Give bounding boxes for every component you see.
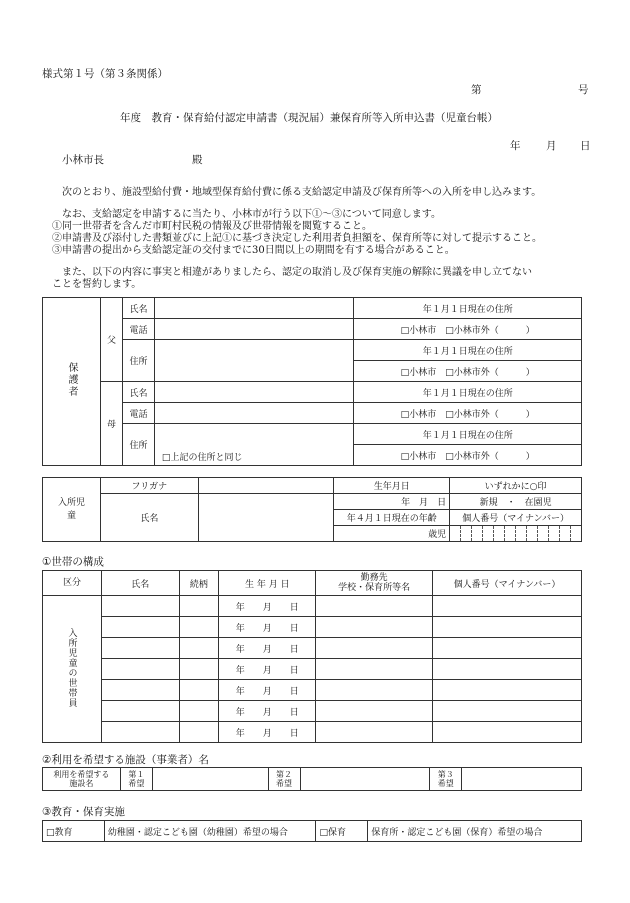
father-phone-label: 電話 <box>122 319 154 340</box>
consent-item-2: ②申請書及び添付した書類並びに上記①に基づき決定した利用者負担額を、保育所等に対して提示すること。 <box>52 233 542 244</box>
child-birth-field[interactable]: 年 月 日 <box>334 494 450 510</box>
member-birth-6[interactable]: 年 月 日 <box>219 701 316 722</box>
child-name-label: 氏名 <box>100 494 198 542</box>
member-work-5[interactable] <box>316 680 432 701</box>
member-relation-2[interactable] <box>179 617 219 638</box>
age-label: 年４月１日現在の年齢 <box>334 510 450 526</box>
choice-2-field[interactable] <box>300 768 430 791</box>
furigana-label: フリガナ <box>100 478 198 494</box>
mother-jan1-address-2: 年１月１日現在の住所 <box>354 424 582 445</box>
father-label: 父 <box>100 298 122 382</box>
guardian-label: 保護者 <box>43 298 101 466</box>
member-number-3[interactable] <box>432 638 581 659</box>
mother-jan1-address: 年１月１日現在の住所 <box>354 382 582 403</box>
member-number-1[interactable] <box>432 596 581 617</box>
member-number-7[interactable] <box>432 722 581 743</box>
choice-1-label: 第１ 希望 <box>120 768 152 791</box>
care-desc: 保育所・認定こども園（保育）希望の場合 <box>368 821 582 842</box>
guardian-table <box>42 297 582 466</box>
father-phone-field[interactable] <box>154 319 354 340</box>
member-birth-2[interactable]: 年 月 日 <box>219 617 316 638</box>
choice-3-field[interactable] <box>462 768 582 791</box>
mother-phone-field[interactable] <box>154 403 354 424</box>
my-number-field[interactable] <box>450 526 582 542</box>
education-desc: 幼稚園・認定こども園（幼稚園）希望の場合 <box>104 821 316 842</box>
number-suffix: 号 <box>578 84 589 96</box>
member-relation-4[interactable] <box>179 659 219 680</box>
choice-1-field[interactable] <box>152 768 268 791</box>
father-address-field[interactable] <box>154 340 354 382</box>
mother-name-label: 氏名 <box>122 382 154 403</box>
circle-one-label: いずれかに○印 <box>450 478 582 494</box>
member-number-6[interactable] <box>432 701 581 722</box>
facility-table <box>42 767 582 791</box>
member-relation-5[interactable] <box>179 680 219 701</box>
member-work-1[interactable] <box>316 596 432 617</box>
choice-2-label: 第２ 希望 <box>268 768 300 791</box>
age-field[interactable]: 歳児 <box>334 526 450 542</box>
date-day: 日 <box>580 140 591 152</box>
relation-header: 続柄 <box>179 571 219 596</box>
my-number-label: 個人番号（マイナンバー） <box>450 510 582 526</box>
my-number-header: 個人番号（マイナンバー） <box>432 571 581 596</box>
member-work-3[interactable] <box>316 638 432 659</box>
child-name-field[interactable] <box>198 494 334 542</box>
consent-item-3: ③申請書の提出から支給認定証の交付までに30日間以上の期間を有する場合があること。 <box>52 245 455 256</box>
member-work-7[interactable] <box>316 722 432 743</box>
furigana-field[interactable] <box>198 478 334 494</box>
member-name-2[interactable] <box>102 617 180 638</box>
mother-label: 母 <box>100 382 122 466</box>
member-name-1[interactable] <box>102 596 180 617</box>
member-relation-1[interactable] <box>179 596 219 617</box>
father-city-options[interactable]: □ 小林市 □ 小林市外（ ） <box>354 319 582 340</box>
member-relation-3[interactable] <box>179 638 219 659</box>
form-title: 年度 教育・保育給付認定申請書（現況届）兼保育所等入所申込書（児童台帳） <box>120 112 498 124</box>
member-name-5[interactable] <box>102 680 180 701</box>
father-city-options-2[interactable]: □ 小林市 □ 小林市外（ ） <box>354 361 582 382</box>
mother-phone-label: 電話 <box>122 403 154 424</box>
paragraph-3b: ことを誓約します。 <box>52 279 142 290</box>
member-number-5[interactable] <box>432 680 581 701</box>
household-table <box>42 570 582 743</box>
household-side-label: 入所児童の世帯員 <box>43 596 102 743</box>
form-number: 様式第１号（第３条関係） <box>42 68 168 80</box>
member-birth-7[interactable]: 年 月 日 <box>219 722 316 743</box>
care-checkbox[interactable]: □ 保育 <box>316 821 368 842</box>
member-number-4[interactable] <box>432 659 581 680</box>
member-name-3[interactable] <box>102 638 180 659</box>
education-checkbox[interactable]: □ 教育 <box>43 821 105 842</box>
mother-city-options[interactable]: □ 小林市 □ 小林市外（ ） <box>354 403 582 424</box>
father-jan1-address: 年１月１日現在の住所 <box>354 298 582 319</box>
same-address-checkbox[interactable]: □ 上記の住所と同じ <box>162 453 243 463</box>
facility-label: 利用を希望する 施設名 <box>43 768 121 791</box>
member-work-6[interactable] <box>316 701 432 722</box>
father-name-label: 氏名 <box>122 298 154 319</box>
date-month: 月 <box>546 140 557 152</box>
member-number-2[interactable] <box>432 617 581 638</box>
date-year: 年 <box>510 140 521 152</box>
household-title: ①世帯の構成 <box>42 556 104 568</box>
new-or-current[interactable]: 新規 ・ 在園児 <box>450 494 582 510</box>
kubun-header: 区分 <box>43 571 102 596</box>
child-label: 入所児童 <box>43 478 101 542</box>
paragraph-1: 次のとおり、施設型給付費・地域型保育給付費に係る支給認定申請及び保育所等への入所を申し込みます。 <box>62 187 542 198</box>
member-birth-5[interactable]: 年 月 日 <box>219 680 316 701</box>
paragraph-2: なお、支給認定を申請するに当たり、小林市が行う以下①〜③について同意します。 <box>62 209 441 220</box>
child-table <box>42 477 582 542</box>
mother-address-field[interactable] <box>154 424 354 466</box>
mother-name-field[interactable] <box>154 382 354 403</box>
number-prefix: 第 <box>471 84 482 96</box>
name-header: 氏名 <box>102 571 180 596</box>
member-name-4[interactable] <box>102 659 180 680</box>
education-table <box>42 820 582 842</box>
work-header: 勤務先 学校・保育所等名 <box>316 571 432 596</box>
facility-title: ②利用を希望する施設（事業者）名 <box>42 754 209 766</box>
birth-label: 生年月日 <box>334 478 450 494</box>
member-relation-6[interactable] <box>179 701 219 722</box>
father-name-field[interactable] <box>154 298 354 319</box>
birth-header: 生 年 月 日 <box>219 571 316 596</box>
member-birth-1[interactable]: 年 月 日 <box>219 596 316 617</box>
father-jan1-address-2: 年１月１日現在の住所 <box>354 340 582 361</box>
member-work-4[interactable] <box>316 659 432 680</box>
member-relation-7[interactable] <box>179 722 219 743</box>
member-birth-3[interactable]: 年 月 日 <box>219 638 316 659</box>
addressee: 小林市長 <box>62 154 104 166</box>
member-work-2[interactable] <box>316 617 432 638</box>
father-address-label: 住所 <box>122 340 154 382</box>
member-name-7[interactable] <box>102 722 180 743</box>
mother-city-options-2[interactable]: □ 小林市 □ 小林市外（ ） <box>354 445 582 466</box>
choice-3-label: 第３ 希望 <box>430 768 462 791</box>
member-birth-4[interactable]: 年 月 日 <box>219 659 316 680</box>
mother-address-label: 住所 <box>122 424 154 466</box>
education-title: ③教育・保育実施 <box>42 806 125 818</box>
consent-item-1: ①同一世帯者を含んだ市町村民税の情報及び世帯情報を閲覧すること。 <box>52 221 372 232</box>
member-name-6[interactable] <box>102 701 180 722</box>
honorific: 殿 <box>192 154 203 166</box>
paragraph-3a: また、以下の内容に事実と相違がありましたら、認定の取消し及び保育実施の解除に異議を申し立てない <box>62 267 532 278</box>
